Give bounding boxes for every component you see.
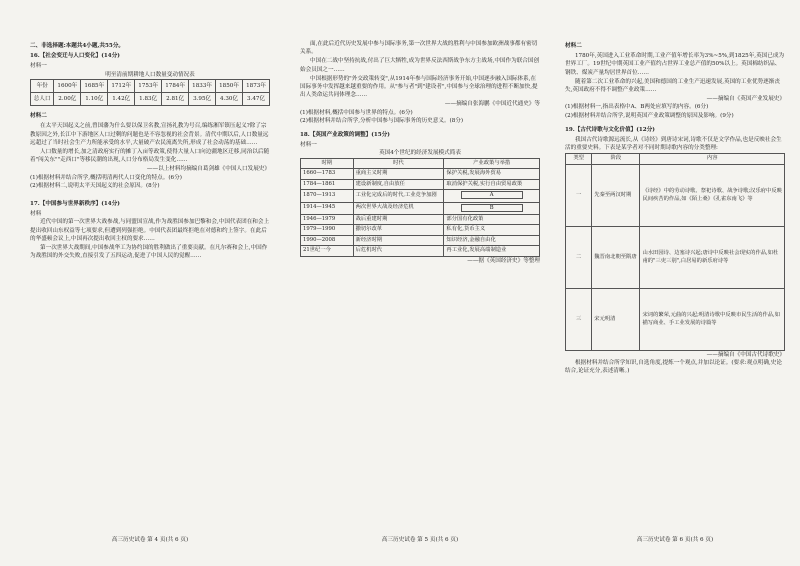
- table-row: [31, 93, 270, 106]
- page-footer: 高三历史试卷 第 4 页(共 6 页): [111, 536, 189, 543]
- table-header-cell: 阶段: [592, 154, 640, 165]
- paragraph: 随着第二次工业革命的兴起,美国和德国的工业生产迅速发展,英国的工业优势逐渐丧失,英国政府不得不调整产业政策……: [565, 78, 780, 94]
- sub-question: (1)根据材料一,指出表格中A、B两处应填写的内容。(6分): [565, 104, 709, 111]
- table-header-cell: 时代: [353, 158, 444, 169]
- table-cell: 保护关税,发展海外贸易: [444, 169, 540, 180]
- table-header-cell: 产业政策与举措: [444, 158, 540, 169]
- table-cell: 2.00亿: [54, 93, 81, 106]
- table-cell: 1784—1861: [301, 179, 354, 190]
- source-citation: ——摘编自《中国古代诗歌史》: [706, 352, 785, 359]
- poetry-table: [565, 153, 785, 351]
- table-cell: 2.81亿: [162, 93, 189, 106]
- paragraph: 中国在二战中坚持抗战,付出了巨大牺牲,成为世界反法西斯战争东方主战场,中国作为联合国创始会员国之一……: [300, 58, 540, 73]
- table-cell: 魏晋南北朝至隋唐: [592, 227, 640, 289]
- sub-question: (1)根据材料并结合所学,概括明清两代人口变化的特点。(6分): [30, 174, 182, 181]
- source-citation: ——摘编自张海鹏《中国近代通史》等: [444, 101, 540, 108]
- table-cell: 1.42亿: [108, 93, 135, 106]
- table-row: [566, 165, 785, 227]
- table-cell: 撒切尔改革: [353, 225, 444, 236]
- table-header-cell: 内容: [640, 154, 785, 165]
- table-cell: 3.47亿: [243, 93, 270, 106]
- table-cell: 工业化完成后的时代,工业竞争加剧: [353, 190, 444, 202]
- table-cell: 1946—1979: [301, 214, 354, 225]
- population-table: [30, 79, 270, 106]
- table-cell: 一: [566, 165, 592, 227]
- table-cell: 后危机时代: [353, 246, 444, 257]
- table-row: [301, 214, 540, 225]
- answer-box-a: A: [461, 191, 523, 199]
- task-prompt: 根据材料并结合所学知识,自选角度,提炼一个观点,并加以论证。(要求:观点明确,史论结合,论证充分,表述清晰。): [565, 360, 782, 375]
- table-cell: 1600年: [54, 79, 81, 92]
- material-label: 材料一: [300, 142, 317, 149]
- table-cell: [444, 190, 540, 202]
- table-cell: 二: [566, 227, 592, 289]
- page-footer: 高三历史试卷 第 6 页(共 6 页): [636, 536, 714, 543]
- page-4: [30, 40, 270, 543]
- table-title: 英国4个世纪的经济发展模式简表: [379, 150, 461, 157]
- page-5: [300, 40, 540, 543]
- table-row: [301, 202, 540, 214]
- table-cell: 宋词的繁荣,元曲的兴起;明清诗歌中反映市民生活的作品,如描写商业、手工业发展的诗篇等: [640, 289, 785, 351]
- table-row: [301, 179, 540, 190]
- table-cell: 21世纪一今: [301, 246, 354, 257]
- table-cell: 1685年: [81, 79, 108, 92]
- material-label: 材料二: [30, 113, 47, 120]
- table-title: 明至清前期耕地人口数量变动情况表: [105, 71, 195, 78]
- paragraph: 我国古代诗歌源远流长,从《诗经》到唐诗宋词,诗歌不仅是文学作品,也是反映社会生活的重要史料。下表是某学者对不同时期诗歌内容的分类整理:: [565, 137, 782, 152]
- table-cell: 私有化,货币主义: [444, 225, 540, 236]
- table-cell: 1870—1913: [301, 190, 354, 202]
- table-cell: 1784年: [162, 79, 189, 92]
- table-cell: 宋元明清: [592, 289, 640, 351]
- table-cell: 三: [566, 289, 592, 351]
- table-cell: 取消保护关税,实行自由贸易政策: [444, 179, 540, 190]
- table-cell: 1833年: [189, 79, 216, 92]
- material-label: 材料: [30, 211, 42, 218]
- paragraph: 在太平天国起义之前,曾国藩为什么要以保卫名教,宣扬礼教为号召,编练湘军镇压起义?除了宗教原因之外,长江中下游地区人口过剩的问题也是不容忽视的社会背景。清代中期以后,人口数量远远超过了当时社会生产力所能承受的水平,大量破产农民流离失所,形成了社会动荡的基础……: [30, 123, 269, 146]
- sub-question: (2)根据材料并结合所学,说明英国产业政策调整的原因及影响。(9分): [565, 112, 734, 119]
- table-row: [31, 79, 270, 92]
- question-18-title: 18.【英国产业政策的调整】(15分): [300, 132, 390, 139]
- paragraph: 近代中国的第一次世界大战参战,与同盟国宣战,作为战胜国参加巴黎和会,中国代表团在和会上提出收回山东权益等七项要求,但遭到列强拒绝。中国代表团最终拒绝在对德和约上签字。在此后的华盛顿会议上,中国再次提出收回主权的要求……: [30, 219, 270, 242]
- question-16-title: 16.【社会变迁与人口变化】(14分): [30, 53, 120, 60]
- source-citation: ——以上材料均摘编自葛剑雄《中国人口发展史》: [146, 166, 270, 173]
- table-cell: 1753年: [135, 79, 162, 92]
- table-cell: 总人口: [31, 93, 54, 106]
- economy-table: [300, 158, 540, 257]
- table-cell: 建设新制度,自由放任: [353, 179, 444, 190]
- table-cell: 3.95亿: [189, 93, 216, 106]
- table-row: [301, 169, 540, 180]
- question-19-title: 19.【古代诗歌与文化价值】(12分): [565, 126, 655, 133]
- page-6: [565, 40, 785, 543]
- section-title: 二、非选择题:本题共4小题,共55分。: [30, 43, 125, 49]
- table-header-cell: 类型: [566, 154, 592, 165]
- table-cell: 1990—2008: [301, 235, 354, 246]
- source-citation: ——摘编自《英国产业发展史》: [706, 96, 785, 103]
- table-cell: 两次世界大战及经济危机: [353, 202, 444, 214]
- page-footer: 高三历史试卷 第 5 页(共 6 页): [381, 536, 459, 543]
- table-cell: 山水田园诗、边塞诗兴起;唐诗中反映社会现实的作品,如杜甫的"三吏三别",白居易的新乐府诗等: [640, 227, 785, 289]
- material-label: 材料一: [30, 63, 47, 70]
- table-cell: 1979—1990: [301, 225, 354, 236]
- sub-question: (1)根据材料,概括中国参与世界的特点。(6分): [300, 109, 413, 116]
- table-header-row: [566, 154, 785, 165]
- table-cell: 部分国有化政策: [444, 214, 540, 225]
- table-row: [301, 235, 540, 246]
- table-header-cell: 时期: [301, 158, 354, 169]
- table-cell: 1.83亿: [135, 93, 162, 106]
- sub-question: (2)根据材料二,说明太平天国起义的社会原因。(8分): [30, 182, 160, 189]
- table-cell: 重商主义时期: [353, 169, 444, 180]
- table-cell: 1850年: [216, 79, 243, 92]
- paragraph: 面,在此后近代历史发展中参与国际事务,第一次世界大战的胜利与中国参加欧洲战事都有密切关系。: [300, 41, 538, 56]
- table-header-row: [301, 158, 540, 169]
- paragraph: 人口数量的增长,加之清政府实行的摊丁入亩等政策,使得大量人口向边疆地区迁移,同治以后随着"闯关东""走西口"等移民潮的出现,人口分布格局发生变化……: [30, 149, 270, 164]
- table-cell: 再工业化,发展高端制造业: [444, 246, 540, 257]
- table-cell: 新经济时期: [353, 235, 444, 246]
- table-cell: 《诗经》中的劳动诗歌、祭祀诗歌、战争诗歌;汉乐府中反映民间疾苦的作品,如《陌上桑》《孔雀东南飞》等: [640, 165, 785, 227]
- table-cell: 1.10亿: [81, 93, 108, 106]
- source-citation: ——据《英国经济史》等整理: [467, 257, 540, 264]
- table-cell: 1914—1945: [301, 202, 354, 214]
- answer-box-b: B: [461, 204, 523, 212]
- paragraph: 中国根据形势的"外交政策转变",从1914年参与国际经济事务开始,中国逐步融入国际体系,在国际事务中发挥越来越重要的作用。从"参与者"到"建设者",中国参与全球治理的进程不断加快,提出人类命运共同体理念……: [300, 75, 538, 99]
- table-cell: 战后重建时期: [353, 214, 444, 225]
- table-cell: [444, 202, 540, 214]
- table-row: [566, 289, 785, 351]
- question-17-title: 17.【中国参与世界新秩序】(14分): [30, 201, 120, 208]
- table-row: [301, 225, 540, 236]
- table-cell: 1712年: [108, 79, 135, 92]
- table-cell: 1660—1783: [301, 169, 354, 180]
- table-row: [566, 227, 785, 289]
- table-row: [301, 246, 540, 257]
- material-label: 材料二: [565, 43, 582, 49]
- paragraph: 1780年,英国进入工业革命时期,工业产值年增长率为3%~5%,到1825年,英国已成为世界工厂。19世纪中期英国工业产值约占世界工业总产值的50%以上。英国棉纺织品、钢铁、煤炭产量均居世界首位……: [565, 53, 785, 76]
- paragraph: 第一次世界大战期间,中国参战华工为协约国的胜利做出了重要贡献。在凡尔赛和会上,中国作为战胜国的外交失败,直接引发了五四运动,促进了中国人民的觉醒……: [30, 245, 268, 260]
- table-cell: 4.30亿: [216, 93, 243, 106]
- table-cell: 先秦至两汉时期: [592, 165, 640, 227]
- table-cell: 年份: [31, 79, 54, 92]
- table-row: [301, 190, 540, 202]
- sub-question: (2)根据材料并结合所学,分析中国参与国际事务的历史意义。(8分): [300, 117, 464, 124]
- table-cell: 1873年: [243, 79, 270, 92]
- table-cell: 知识经济,金融自由化: [444, 235, 540, 246]
